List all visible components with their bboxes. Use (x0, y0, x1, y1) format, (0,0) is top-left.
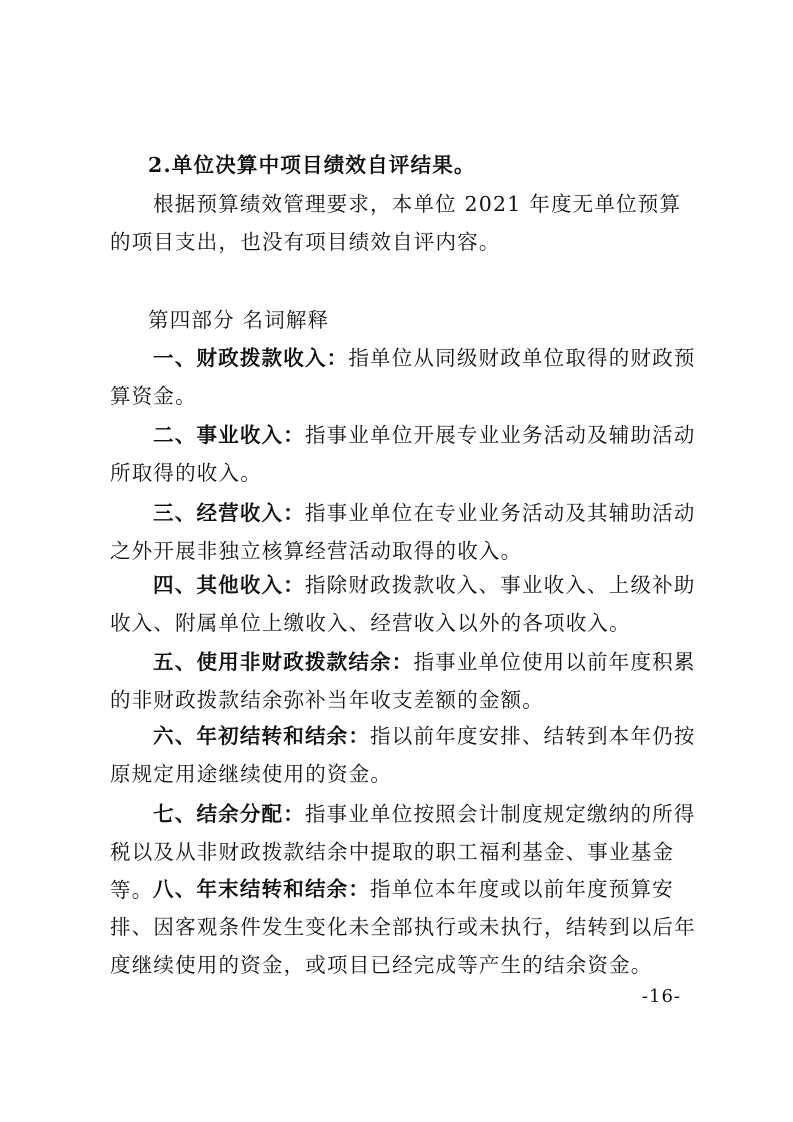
term-4-definition: 指除财政拨款收入、事业收入、上级补助收入、附属单位上缴收入、经营收入以外的各项收入。 (110, 573, 696, 635)
term-3-definition: 指事业单位在专业业务活动及其辅助活动之外开展非独立核算经营活动取得的收入。 (110, 501, 696, 563)
term-8 (110, 870, 696, 984)
term-7-definition: 指事业单位按照会计制度规定缴纳的所得税以及从非财政拨款结余中提取的职工福利基金、事业基金等。 (110, 802, 696, 902)
term-6-definition: 指以前年度安排、结转到本年仍按原规定用途继续使用的资金。 (110, 724, 696, 786)
term-1-definition: 指单位从同级财政单位取得的财政预算资金。 (110, 346, 696, 408)
term-2-name: 二、事业收入： (153, 423, 305, 447)
term-2 (110, 416, 696, 492)
term-4 (110, 566, 696, 642)
term-5-name: 五、使用非财政拨款结余： (153, 650, 414, 674)
term-6-name: 六、年初结转和结余： (153, 724, 371, 748)
term-2-definition: 指事业单位开展专业业务活动及辅助活动所取得的收入。 (110, 423, 696, 485)
term-8-name: 八、年末结转和结余： (153, 877, 371, 901)
term-1 (110, 339, 696, 415)
term-1-name: 一、财政拨款收入： (153, 346, 349, 370)
term-5 (110, 643, 696, 719)
term-7-name: 七、结余分配： (153, 802, 305, 826)
term-8-definition: 指单位本年度或以前年度预算安排、因客观条件发生变化未全部执行或未执行，结转到以后年度继续使用的资金，或项目已经完成等产生的结余资金。 (110, 877, 696, 977)
page-number: -16- (641, 986, 681, 1007)
term-3-name: 三、经营收入： (153, 501, 305, 525)
section-2-body: 根据预算绩效管理要求，本单位 2021 年度无单位预算的项目支出，也没有项目绩效自评内容。 (110, 192, 682, 254)
term-4-name: 四、其他收入： (153, 573, 305, 597)
term-5-definition: 指事业单位使用以前年度积累的非财政拨款结余弥补当年收支差额的金额。 (110, 650, 696, 712)
part-4-heading: 第四部分 名词解释 (148, 308, 330, 332)
term-3 (110, 494, 696, 570)
term-6 (110, 717, 696, 793)
section-2-title: 2.单位决算中项目绩效自评结果。 (148, 153, 476, 177)
